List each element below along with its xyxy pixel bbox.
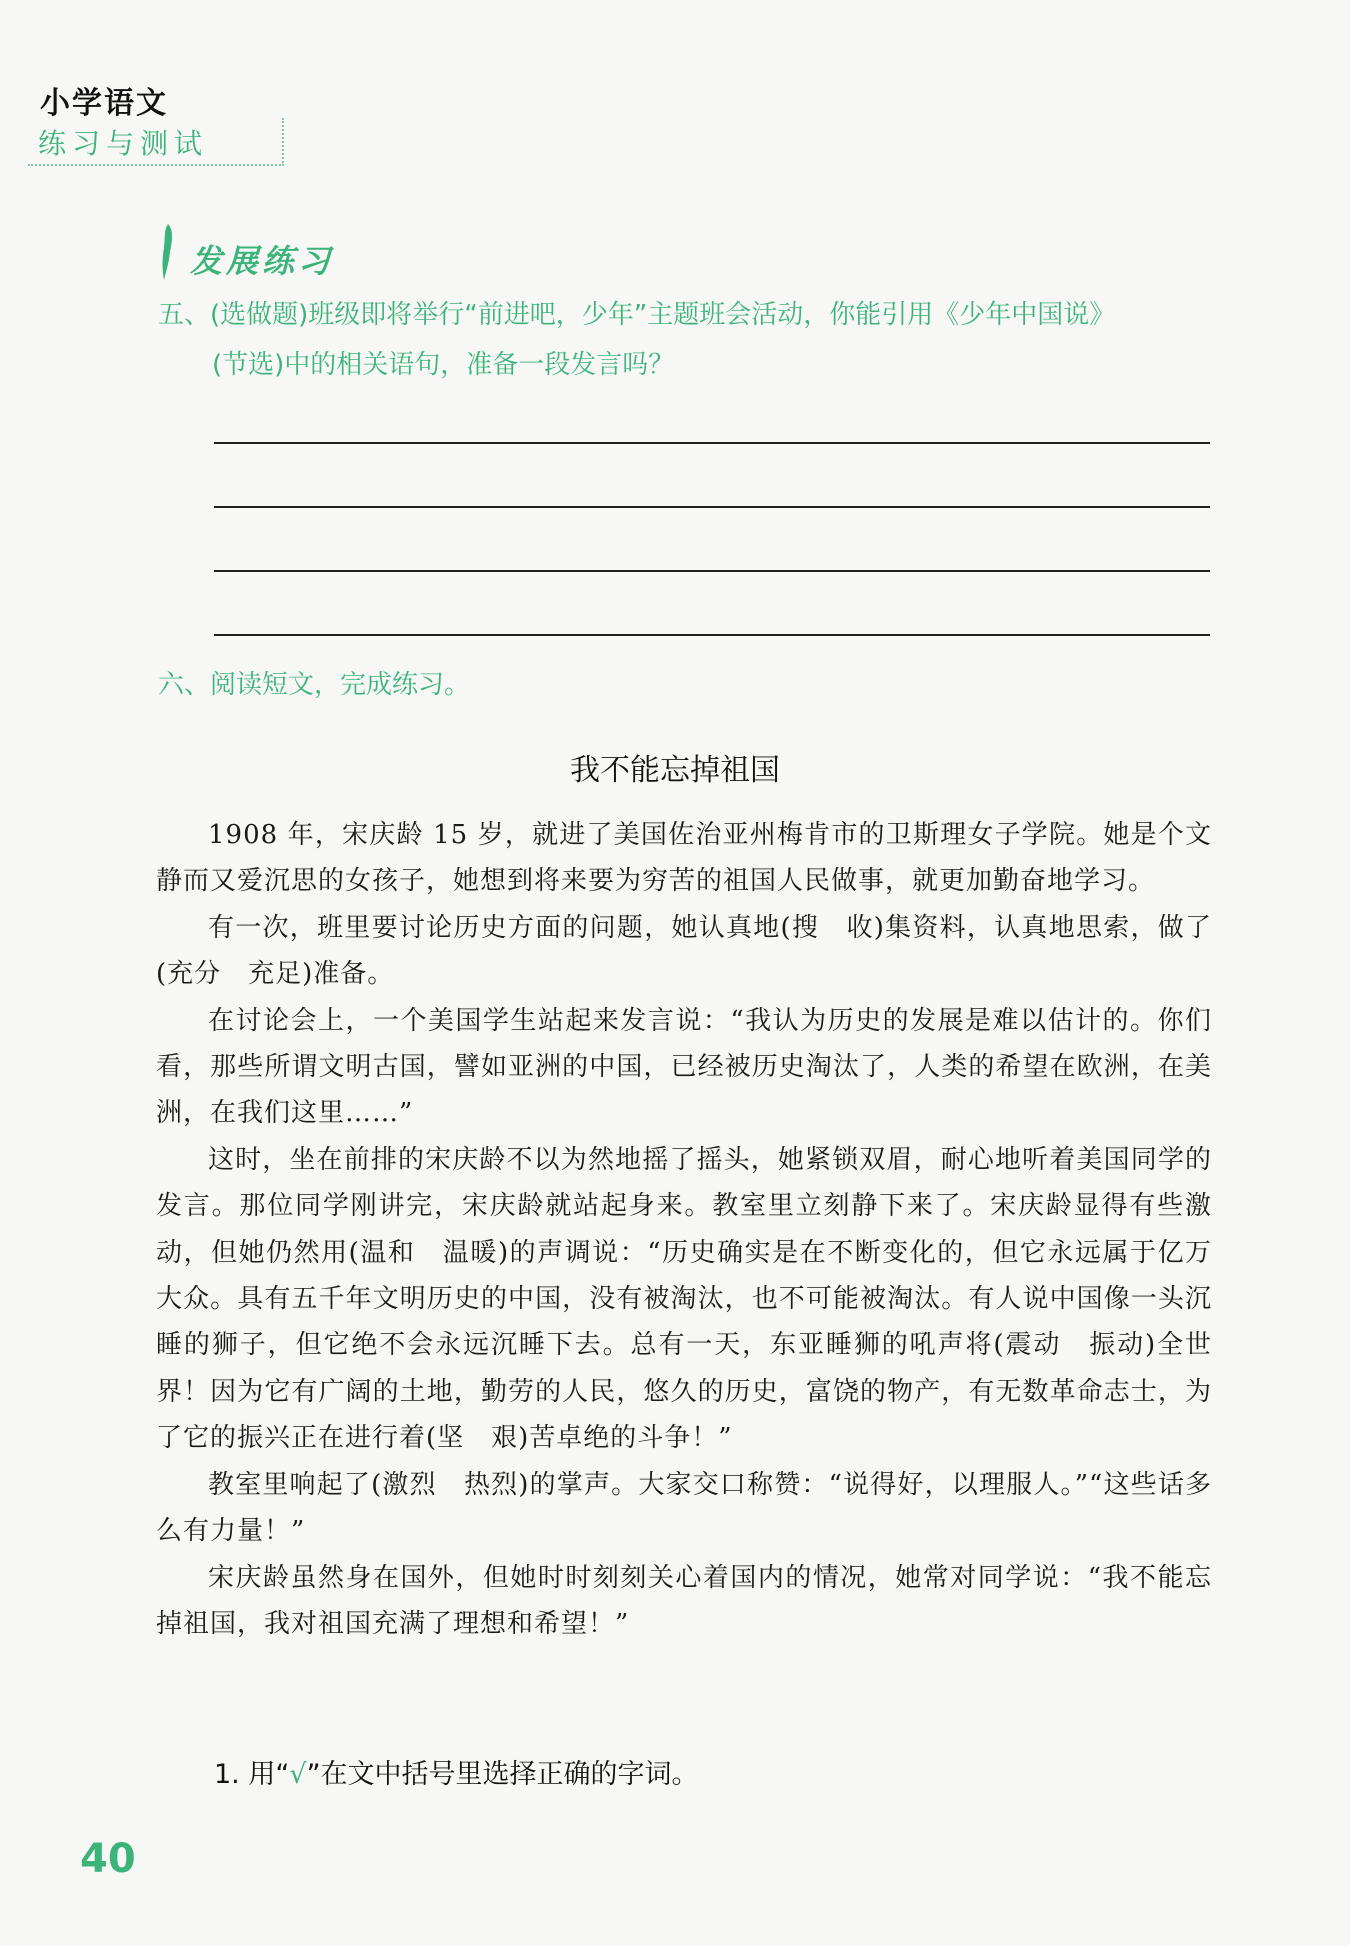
question-6-label: 六、阅读短文，完成练习。 [158,670,471,700]
brush-stroke-icon [158,222,178,282]
series-title: 小学语文 [40,86,168,121]
essay-paragraph: 1908 年，宋庆龄 15 岁，就进了美国佐治亚州梅肯市的卫斯理女子学院。她是个文静而又爱沉思的女孩子，她想到将来要为穷苦的祖国人民做事，就更加勤奋地学习。 [156,820,1212,897]
answer-line[interactable] [214,570,1210,572]
essay-paragraph: 有一次，班里要讨论历史方面的问题，她认真地(搜 收)集资料，认真地思索，做了(充分 充足)准备。 [156,912,1212,990]
question-5-line1: 五、(选做题)班级即将举行“前进吧，少年”主题班会活动，你能引用《少年中国说》 [158,300,1116,330]
answer-line[interactable] [214,634,1210,636]
book-subtitle: 练习与测试 [38,127,209,160]
essay-body [156,812,1212,1647]
essay-title: 我不能忘掉祖国 [570,753,780,788]
answer-line[interactable] [214,442,1210,444]
exercise-1 [214,1752,699,1791]
question-5-line2: (节选)中的相关语句，准备一段发言吗？ [212,350,675,380]
page-number: 40 [80,1836,136,1882]
essay-paragraph: 这时，坐在前排的宋庆龄不以为然地摇了摇头，她紧锁双眉，耐心地听着美国同学的发言。那位同学刚讲完，宋庆龄就站起身来。教室里立刻静下来了。宋庆龄显得有些激动，但她仍然用(温和 温暖)的声调说：“历史确实是在不断变化的，但它永远属于亿万大众。具有五千年文明历史的中国，没有被淘汰，也不可能被淘汰。有人说中国像一头沉睡的狮子，但它绝不会永远沉睡下去。总有一天，东亚睡狮的吼声将(震动 振动)全世界！因为它有广阔的土地，勤劳的人民，悠久的历史，富饶的物产，有无数革命志士，为了它的振兴正在进行着(坚 艰)苦卓绝的斗争！” [156,1144,1212,1454]
essay-paragraph: 宋庆龄虽然身在国外，但她时时刻刻关心着国内的情况，她常对同学说：“我不能忘掉祖国，我对祖国充满了理想和希望！” [156,1562,1212,1639]
essay-paragraph: 在讨论会上，一个美国学生站起来发言说：“我认为历史的发展是难以估计的。你们看，那些所谓文明古国，譬如亚洲的中国，已经被历史淘汰了，人类的希望在欧洲，在美洲，在我们这里……” [156,1005,1212,1129]
exercise-1-prefix: 1. 用“ [214,1759,290,1790]
exercise-1-text: ”在文中括号里选择正确的字词。 [306,1759,699,1790]
answer-line[interactable] [214,506,1210,508]
essay-paragraph: 教室里响起了(激烈 热烈)的掌声。大家交口称赞：“说得好，以理服人。”“这些话多么有力量！” [156,1469,1212,1547]
section-title: 发展练习 [190,242,335,280]
check-mark-icon: √ [289,1759,307,1790]
